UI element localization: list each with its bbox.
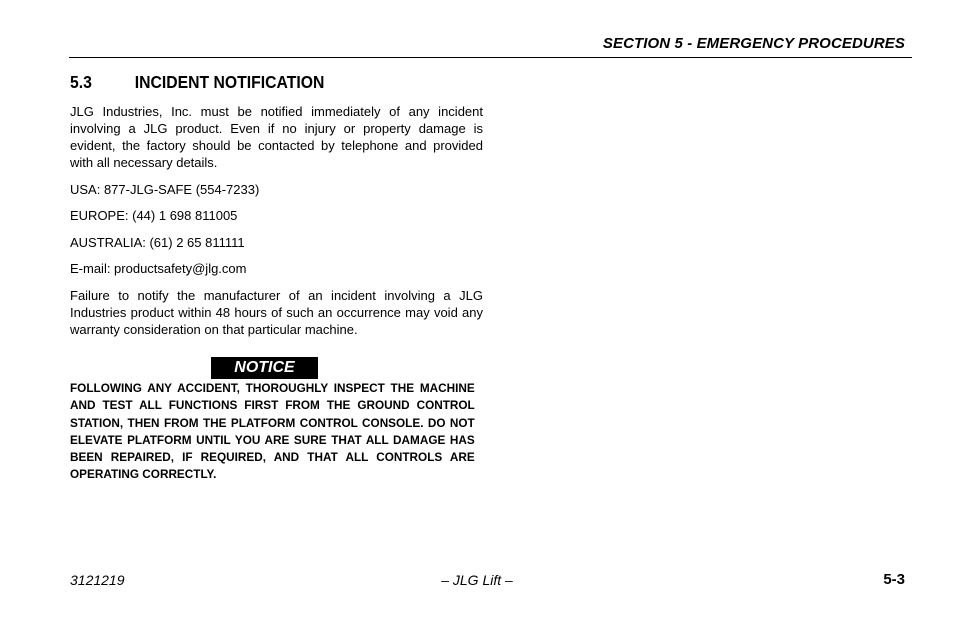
footer-page-number: 5-3 (883, 571, 905, 588)
intro-paragraph: JLG Industries, Inc. must be notified immediately of any incident involving a JLG product. Even if no injury or property damage is evident, the factory should be contacted by telephone and provided with all necessary details. (70, 104, 483, 170)
page-header-title: SECTION 5 - EMERGENCY PROCEDURES (602, 35, 905, 52)
notice-text: FOLLOWING ANY ACCIDENT, THOROUGHLY INSPECT THE MACHINE AND TEST ALL FUNCTIONS FIRST FROM THE GROUND CONTROL STATION, THEN FROM THE PLATFORM CONTROL CONSOLE. DO NOT ELEVATE PLATFORM UNTIL YOU ARE SURE THAT ALL DAMAGE HAS BEEN REPAIRED, IF REQUIRED, AND THAT ALL CONTROLS ARE OPERATING CORRECTLY. (70, 381, 475, 482)
warranty-paragraph: Failure to notify the manufacturer of an incident involving a JLG Industries product within 48 hours of such an occurrence may void any warranty consideration on that particular machine. (70, 287, 483, 337)
section-title: INCIDENT NOTIFICATION (134, 72, 325, 92)
contact-australia: AUSTRALIA: (61) 2 65 811111 (70, 234, 245, 250)
section-number: 5.3 (70, 72, 92, 92)
footer-publication: – JLG Lift – (441, 572, 513, 588)
contact-europe: EUROPE: (44) 1 698 811005 (70, 208, 238, 223)
contact-usa: USA: 877-JLG-SAFE (554-7233) (70, 181, 260, 197)
contact-email: E-mail: productsafety@jlg.com (70, 261, 247, 276)
body-column (70, 103, 483, 347)
footer-doc-number: 3121219 (70, 572, 125, 588)
section-heading (70, 72, 324, 93)
notice-label: NOTICE (211, 357, 318, 379)
header-divider (69, 57, 912, 58)
